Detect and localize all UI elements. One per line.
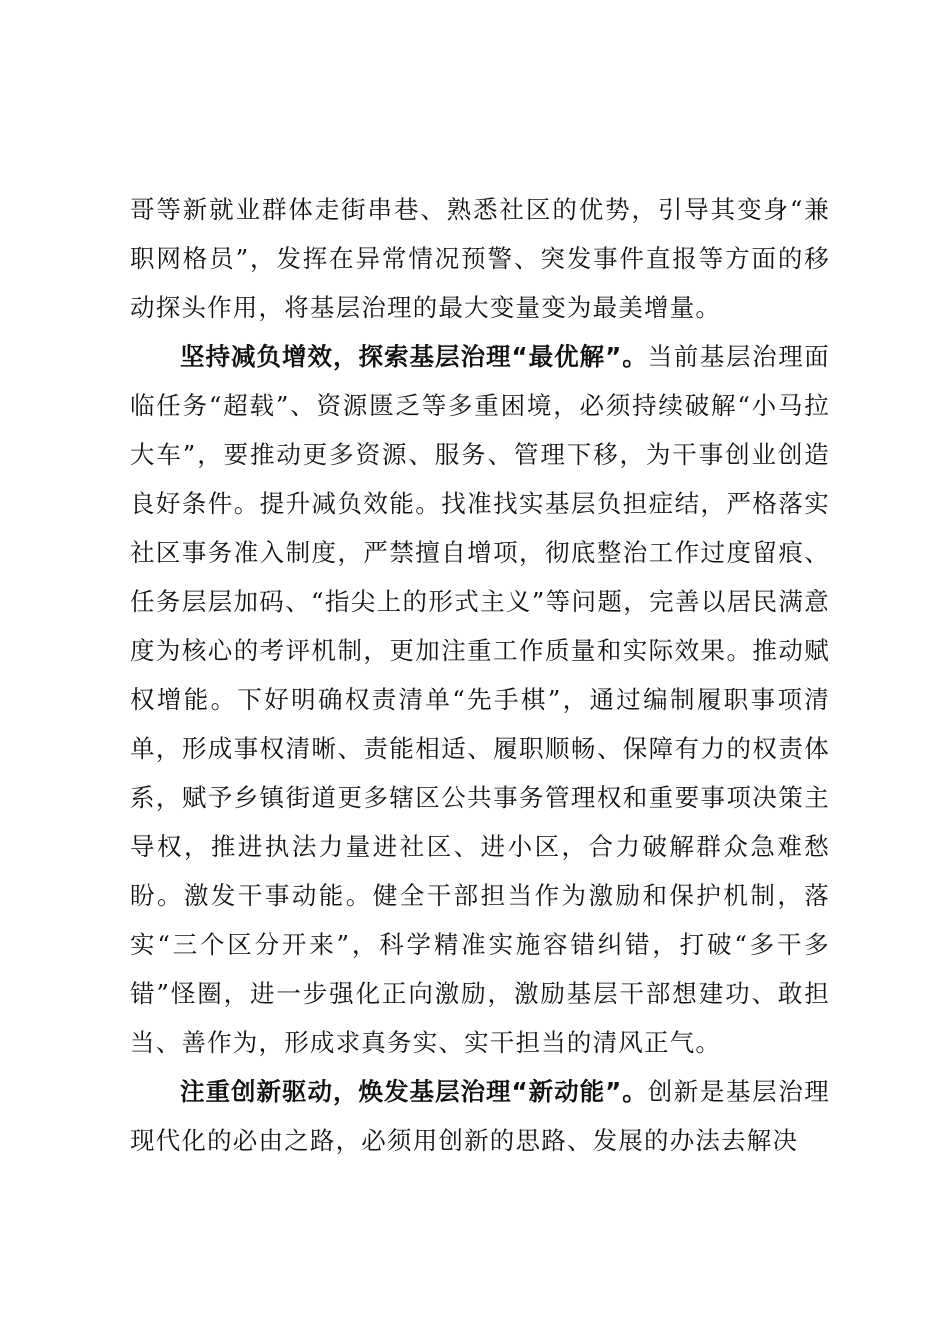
paragraph-reduce-burden [130,332,830,1067]
paragraph-continuation [130,185,830,332]
paragraph-lead-heading: 坚持减负增效，探索基层治理“最优解”。 [180,342,648,371]
paragraph-lead-heading: 注重创新驱动，焕发基层治理“新动能”。 [180,1077,648,1106]
paragraph-body-text: 哥等新就业群体走街串巷、熟悉社区的优势，引导其变身“兼职网格员”，发挥在异常情况预警、突发事件直报等方面的移动探头作用，将基层治理的最大变量变为最美增量。 [130,195,830,322]
paragraph-body-text: 当前基层治理面临任务“超载”、资源匮乏等多重困境，必须持续破解“小马拉大车”，要推动更多资源、服务、管理下移，为干事创业创造良好条件。提升减负效能。找准找实基层负担症结，严格落实社区事务准入制度，严禁擅自增项，彻底整治工作过度留痕、任务层层加码、“指尖上的形式主义”等问题，完善以居民满意度为核心的考评机制，更加注重工作质量和实际效果。推动赋权增能。下好明确权责清单“先手棋”，通过编制履职事项清单，形成事权清晰、责能相适、履职顺畅、保障有力的权责体系，赋予乡镇街道更多辖区公共事务管理权和重要事项决策主导权，推进执法力量进社区、进小区，合力破解群众急难愁盼。激发干事动能。健全干部担当作为激励和保护机制，落实“三个区分开来”，科学精准实施容错纠错，打破“多干多错”怪圈，进一步强化正向激励，激励基层干部想建功、敢担当、善作为，形成求真务实、实干担当的清风正气。 [130,342,830,1057]
paragraph-innovation [130,1067,830,1165]
document-body [130,185,830,1165]
paragraph-body-text: 创新是基层治理现代化的必由之路，必须用创新的思路、发展的办法去解决 [130,1077,830,1155]
